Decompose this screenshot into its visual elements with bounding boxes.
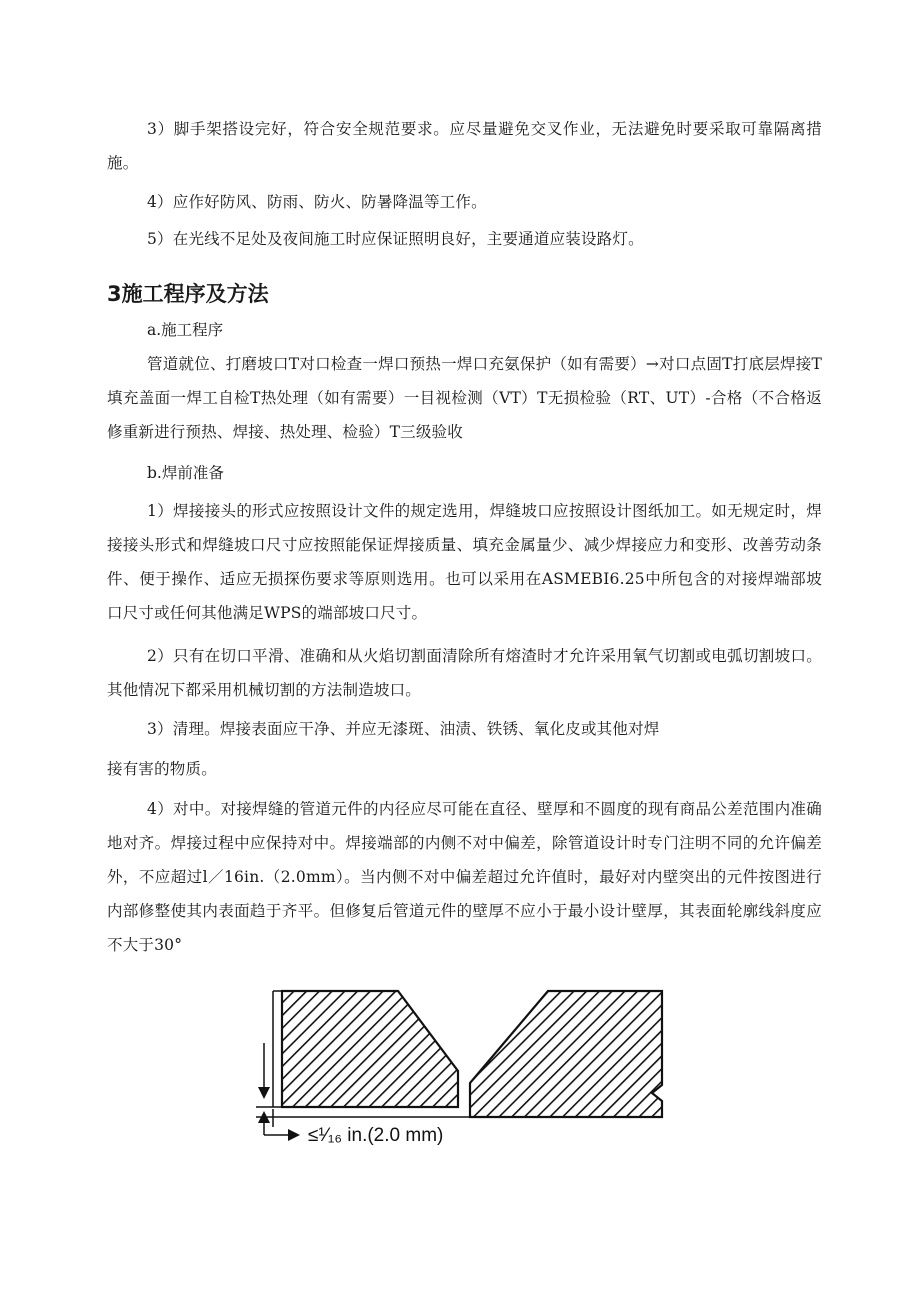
paragraph-prep-1: 1）焊接接头的形式应按照设计文件的规定选用，焊缝坡口应按照设计图纸加工。如无规定时，焊接接头形式和焊缝坡口尺寸应按照能保证焊接质量、填充金属量少、减少焊接应力和变形、改善劳动条件、便于操作、适应无损探伤要求等原则选用。也可以采用在ASMEBI6.25中所包含的对接焊端部坡口尺寸或任何其他满足WPS的端部坡口尺寸。 (107, 502, 822, 622)
paragraph-prep-3: 3）清理。焊接表面应干净、并应无漆斑、油渍、铁锈、氧化皮或其他对焊 (147, 720, 660, 738)
paragraph-lighting: 5）在光线不足处及夜间施工时应保证照明良好，主要通道应装设路灯。 (147, 230, 644, 248)
paragraph-prep-2: 2）只有在切口平滑、准确和从火焰切割面清除所有熔渣时才允许采用氧气切割或电弧切割坡口。其他情况下都采用机械切割的方法制造坡口。 (107, 647, 822, 699)
subheading-procedure: a.施工程序 (147, 321, 224, 339)
paragraph-prep-3-cont: 接有害的物质。 (107, 760, 217, 778)
subheading-preparation: b.焊前准备 (147, 464, 224, 482)
section-title: 3施工程序及方法 (107, 282, 269, 306)
paragraph-scaffold: 3）脚手架搭设完好，符合安全规范要求。应尽量避免交叉作业，无法避免时要采取可靠隔离措施。 (107, 120, 822, 172)
offset-dimension-label: ≤¹⁄₁₆ in.(2.0 mm) (308, 1125, 444, 1146)
bevel-alignment-figure (248, 985, 678, 1155)
right-pipe-bevel (470, 991, 662, 1117)
bevel-diagram (248, 985, 678, 1155)
paragraph-prep-4: 4）对中。对接焊缝的管道元件的内径应尽可能在直径、壁厚和不圆度的现有商品公差范围内准确地对齐。焊接过程中应保持对中。焊接端部的内侧不对中偏差，除管道设计时专门注明不同的允许偏差外，不应超过l／16in.（2.0mm）。当内侧不对中偏差超过允许值时，最好对内壁突出的元件按图进行内部修整使其内表面趋于齐平。但修复后管道元件的壁厚不应小于最小设计壁厚，其表面轮廓线斜度应不大于30° (107, 800, 822, 954)
left-pipe-bevel (282, 991, 458, 1107)
paragraph-procedure: 管道就位、打磨坡口T对口检查一焊口预热一焊口充氨保护（如有需要）→对口点固T打底层焊接T填充盖面一焊工自检T热处理（如有需要）一目视检测（VT）T无损检验（RT、UT）-合格（不合格返修重新进行预热、焊接、热处理、检验）T三级验收 (107, 355, 822, 441)
paragraph-weather: 4）应作好防风、防雨、防火、防暑降温等工作。 (147, 193, 487, 211)
